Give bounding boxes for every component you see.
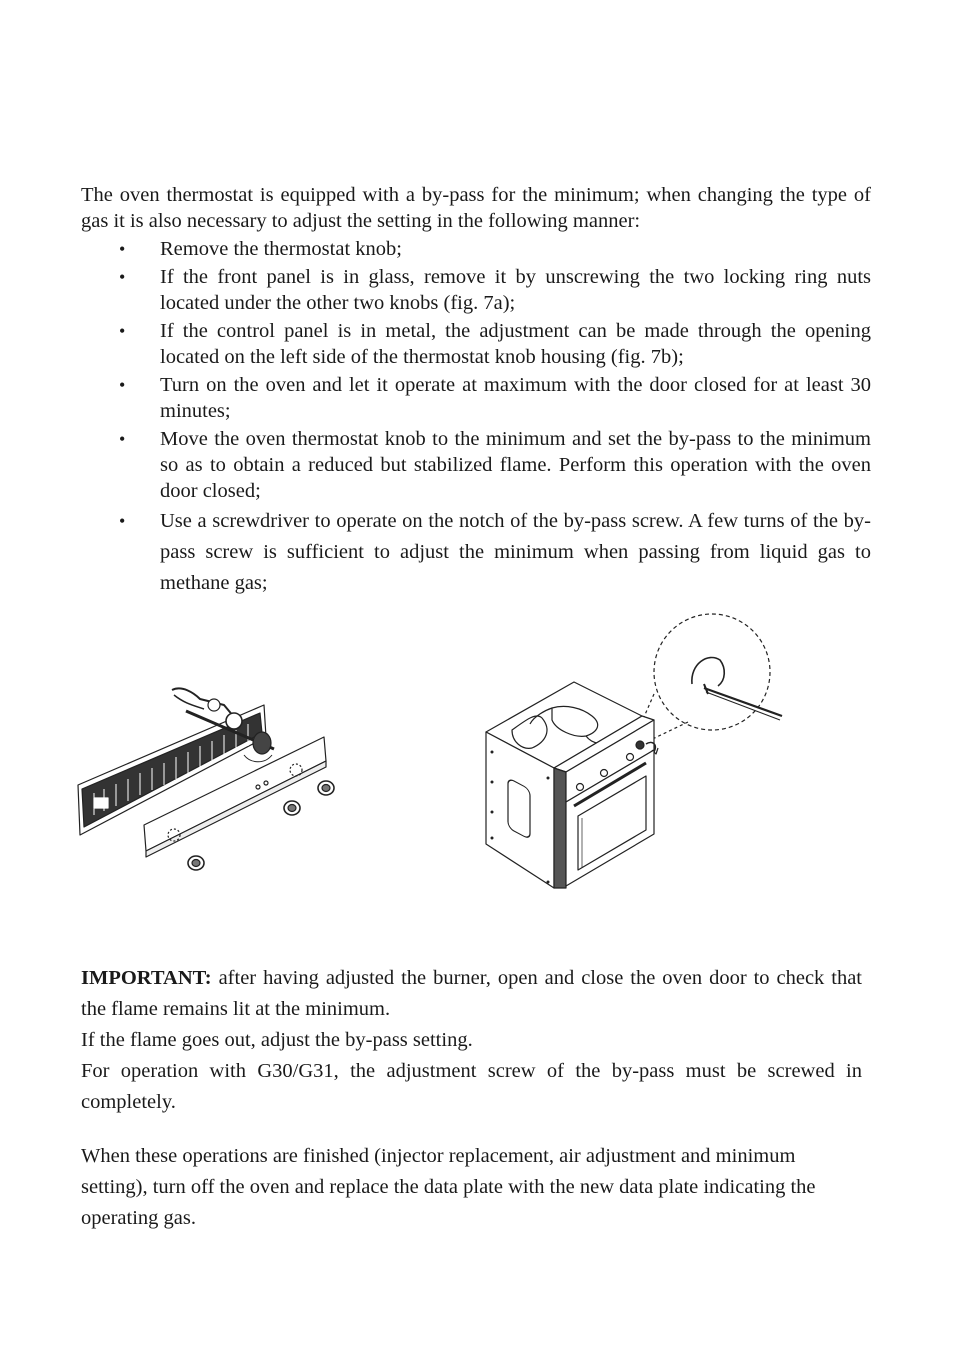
list-item: • Use a screwdriver to operate on the notch of the by-pass screw. A few turns of the by-pass screw is sufficient to adjust the minimum when passing from liquid gas to methane gas; (81, 506, 871, 599)
instruction-list (81, 236, 871, 601)
list-item: • Move the oven thermostat knob to the minimum and set the by-pass to the minimum so as to obtain a reduced but stabilized flame. Perform this operation with the oven door closed; (119, 428, 871, 502)
bullet-icon: • (119, 321, 126, 341)
list-item: • If the front panel is in glass, remove it by unscrewing the two locking ring nuts located under the other two knobs (fig. 7a); (119, 266, 871, 314)
figure-7a-glass-panel (74, 675, 354, 880)
figure-7b-metal-panel (482, 612, 794, 894)
list-item: • Remove the thermostat knob; (119, 238, 402, 260)
bullet-icon: • (119, 511, 126, 531)
intro-paragraph: The oven thermostat is equipped with a by-pass for the minimum; when changing the type of gas it is also necessary to adjust the setting in the following manner: (81, 184, 871, 232)
important-notice (81, 963, 862, 1118)
bullet-icon: • (119, 375, 126, 395)
important-paragraph: IMPORTANT: after having adjusted the burner, open and close the oven door to check that the flame remains lit at the minimum. (81, 967, 862, 1020)
list-item: • Turn on the oven and let it operate at maximum with the door closed for at least 30 minutes; (119, 374, 871, 422)
important-line-2: If the flame goes out, adjust the by-pass setting. (81, 1029, 473, 1051)
important-label: IMPORTANT: (81, 967, 212, 989)
bullet-icon: • (119, 429, 126, 449)
important-line-3: For operation with G30/G31, the adjustment screw of the by-pass must be screwed in completely. (81, 1060, 862, 1113)
bullet-icon: • (119, 239, 126, 259)
bullet-icon: • (119, 267, 126, 287)
final-paragraph: When these operations are finished (injector replacement, air adjustment and minimum setting), turn off the oven and replace the data plate with the new data plate indicating the operating gas. (81, 1145, 816, 1229)
list-item: • If the control panel is in metal, the adjustment can be made through the opening located on the left side of the thermostat knob housing (fig. 7b); (119, 320, 871, 368)
